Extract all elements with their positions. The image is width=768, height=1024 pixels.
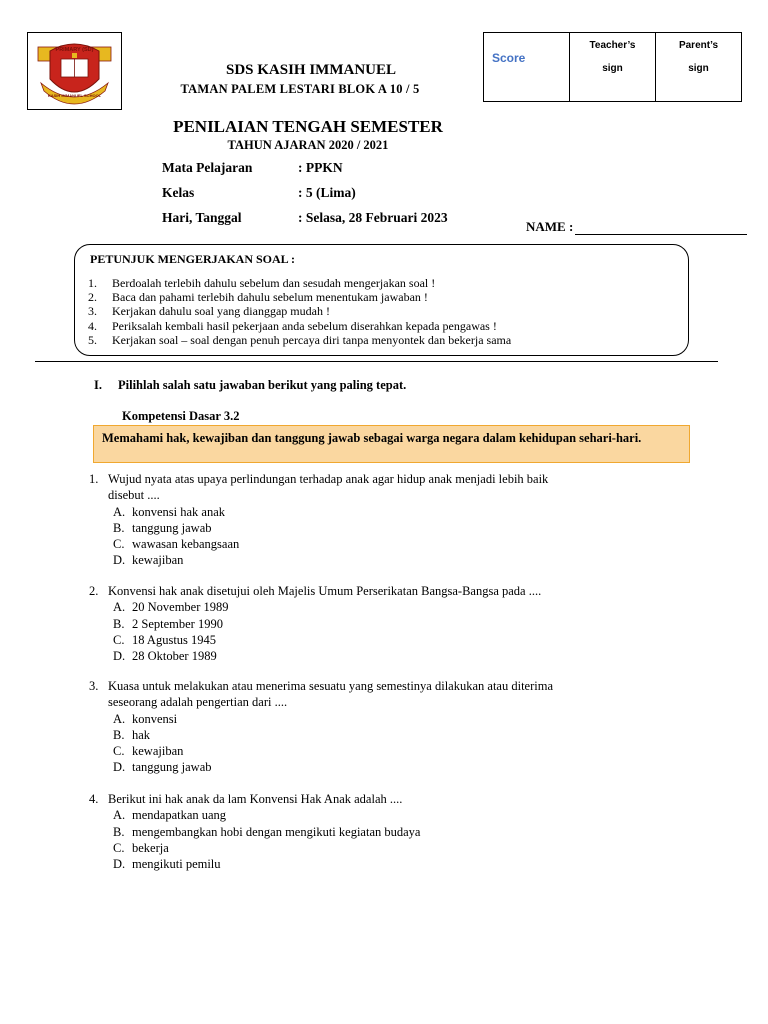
option-a[interactable]: A. konvensi hak anak — [113, 504, 226, 519]
score-label: Score — [492, 51, 526, 65]
teacher-sign-label-2: sign — [602, 63, 623, 74]
section-title: Pilihlah salah satu jawaban berikut yang paling tepat. — [118, 378, 407, 392]
option-c[interactable]: C. wawasan kebangsaan — [113, 537, 240, 552]
parent-sign-label-2: sign — [688, 63, 709, 74]
instruction-item: 5. Kerjakan soal – soal dengan penuh percaya diri tanpa menyontek dan bekerja sama — [88, 332, 512, 347]
option-c[interactable]: C. bekerja — [113, 840, 169, 855]
logo-text-bottom: KASIH IMMANUEL SCHOOL — [47, 93, 102, 98]
subject-label: Mata Pelajaran — [162, 160, 253, 175]
divider — [35, 361, 718, 362]
kd-description: Memahami hak, kewajiban dan tanggung jawab sebagai warga negara dalam kehidupan sehari-hari. — [93, 425, 690, 463]
instruction-item: 3. Kerjakan dahulu soal yang dianggap mudah ! — [88, 304, 330, 319]
question-text: seseorang adalah pengertian dari .... — [108, 695, 288, 710]
info-row-subject — [162, 160, 343, 176]
exam-year: TAHUN AJARAN 2020 / 2021 — [227, 138, 389, 152]
option-d[interactable]: D. kewajiban — [113, 553, 184, 568]
question-text: Kuasa untuk melakukan atau menerima sesuatu yang semestinya dilakukan atau diterima — [108, 679, 553, 693]
teacher-sign-cell — [570, 33, 656, 102]
question-3: 3. Kuasa untuk melakukan atau menerima sesuatu yang semestinya dilakukan atau diterima seseorang adalah pengertian dari .... A. konvensi B. hak C. kewajiban D. tanggung jawab — [89, 679, 553, 775]
option-d[interactable]: D. 28 Oktober 1989 — [113, 649, 217, 664]
subject-value: : PPKN — [298, 160, 343, 175]
section-number: I. — [94, 378, 102, 392]
option-b[interactable]: B. hak — [113, 727, 151, 742]
date-label: Hari, Tanggal — [162, 210, 242, 225]
school-name: SDS KASIH IMMANUEL — [225, 62, 397, 78]
school-address: TAMAN PALEM LESTARI BLOK A 10 / 5 — [180, 82, 420, 96]
instruction-item: 4. Periksalah kembali hasil pekerjaan anda sebelum diserahkan kepada pengawas ! — [88, 318, 497, 333]
option-b[interactable]: B. 2 September 1990 — [113, 616, 223, 631]
option-a[interactable]: A. konvensi — [113, 711, 178, 726]
question-4: 4. Berikut ini hak anak da lam Konvensi Hak Anak adalah .... A. mendapatkan uang B. mengembangkan hobi dengan mengikuti kegiatan budaya C. bekerja D. mengikuti pemilu — [89, 792, 421, 872]
info-row-date — [162, 210, 448, 226]
parent-sign-label-1: Parent’s — [678, 40, 719, 51]
question-1: 1. Wujud nyata atas upaya perlindungan terhadap anak agar hidup anak menjadi lebih baik disebut .... A. konvensi hak anak B. tanggung jawab C. wawasan kebangsaan D. kewajiban — [89, 472, 549, 568]
exam-title: PENILAIAN TENGAH SEMESTER — [173, 117, 443, 136]
class-label: Kelas — [162, 185, 195, 200]
question-text: Konvensi hak anak disetujui oleh Majelis Umum Perserikatan Bangsa-Bangsa pada .... — [108, 584, 542, 598]
info-row-class — [162, 185, 356, 201]
question-text: Wujud nyata atas upaya perlindungan terhadap anak agar hidup anak menjadi lebih baik — [108, 472, 549, 486]
question-text: Berikut ini hak anak da lam Konvensi Hak Anak adalah .... — [108, 792, 403, 806]
logo-text-top: PRIMARY (SD) — [55, 47, 94, 53]
option-b[interactable]: B. mengembangkan hobi dengan mengikuti kegiatan budaya — [113, 824, 421, 839]
class-value: : 5 (Lima) — [298, 185, 356, 200]
parent-sign-cell — [656, 33, 742, 102]
name-field[interactable] — [526, 219, 747, 235]
instruction-item: 2. Baca dan pahami terlebih dahulu sebelum menentukam jawaban ! — [88, 290, 428, 305]
score-cell — [484, 33, 570, 102]
instruction-item: 1. Berdoalah terlebih dahulu sebelum dan sesudah mengerjakan soal ! — [88, 276, 436, 290]
teacher-sign-label-1: Teacher’s — [589, 40, 636, 51]
kd-label: Kompetensi Dasar 3.2 — [122, 409, 240, 423]
option-d[interactable]: D. mengikuti pemilu — [113, 857, 221, 872]
option-a[interactable]: A. 20 November 1989 — [113, 600, 229, 615]
option-a[interactable]: A. mendapatkan uang — [113, 808, 227, 823]
question-2: 2. Konvensi hak anak disetujui oleh Majelis Umum Perserikatan Bangsa-Bangsa pada .... A. 20 November 1989 B. 2 September 1990 C. 18 Agustus 1945 D. 28 Oktober 1989 — [89, 584, 542, 664]
score-table — [483, 32, 742, 102]
option-b[interactable]: B. tanggung jawab — [113, 520, 212, 535]
section-heading — [94, 378, 406, 393]
option-c[interactable]: C. 18 Agustus 1945 — [113, 632, 217, 647]
date-value: : Selasa, 28 Februari 2023 — [298, 210, 448, 225]
name-label: NAME : — [526, 219, 574, 234]
instructions-title: PETUNJUK MENGERJAKAN SOAL : — [90, 252, 296, 266]
option-c[interactable]: C. kewajiban — [113, 744, 184, 759]
question-text: disebut .... — [108, 488, 160, 503]
instructions-list — [88, 276, 511, 347]
option-d[interactable]: D. tanggung jawab — [113, 760, 212, 775]
name-blank[interactable] — [575, 222, 747, 235]
